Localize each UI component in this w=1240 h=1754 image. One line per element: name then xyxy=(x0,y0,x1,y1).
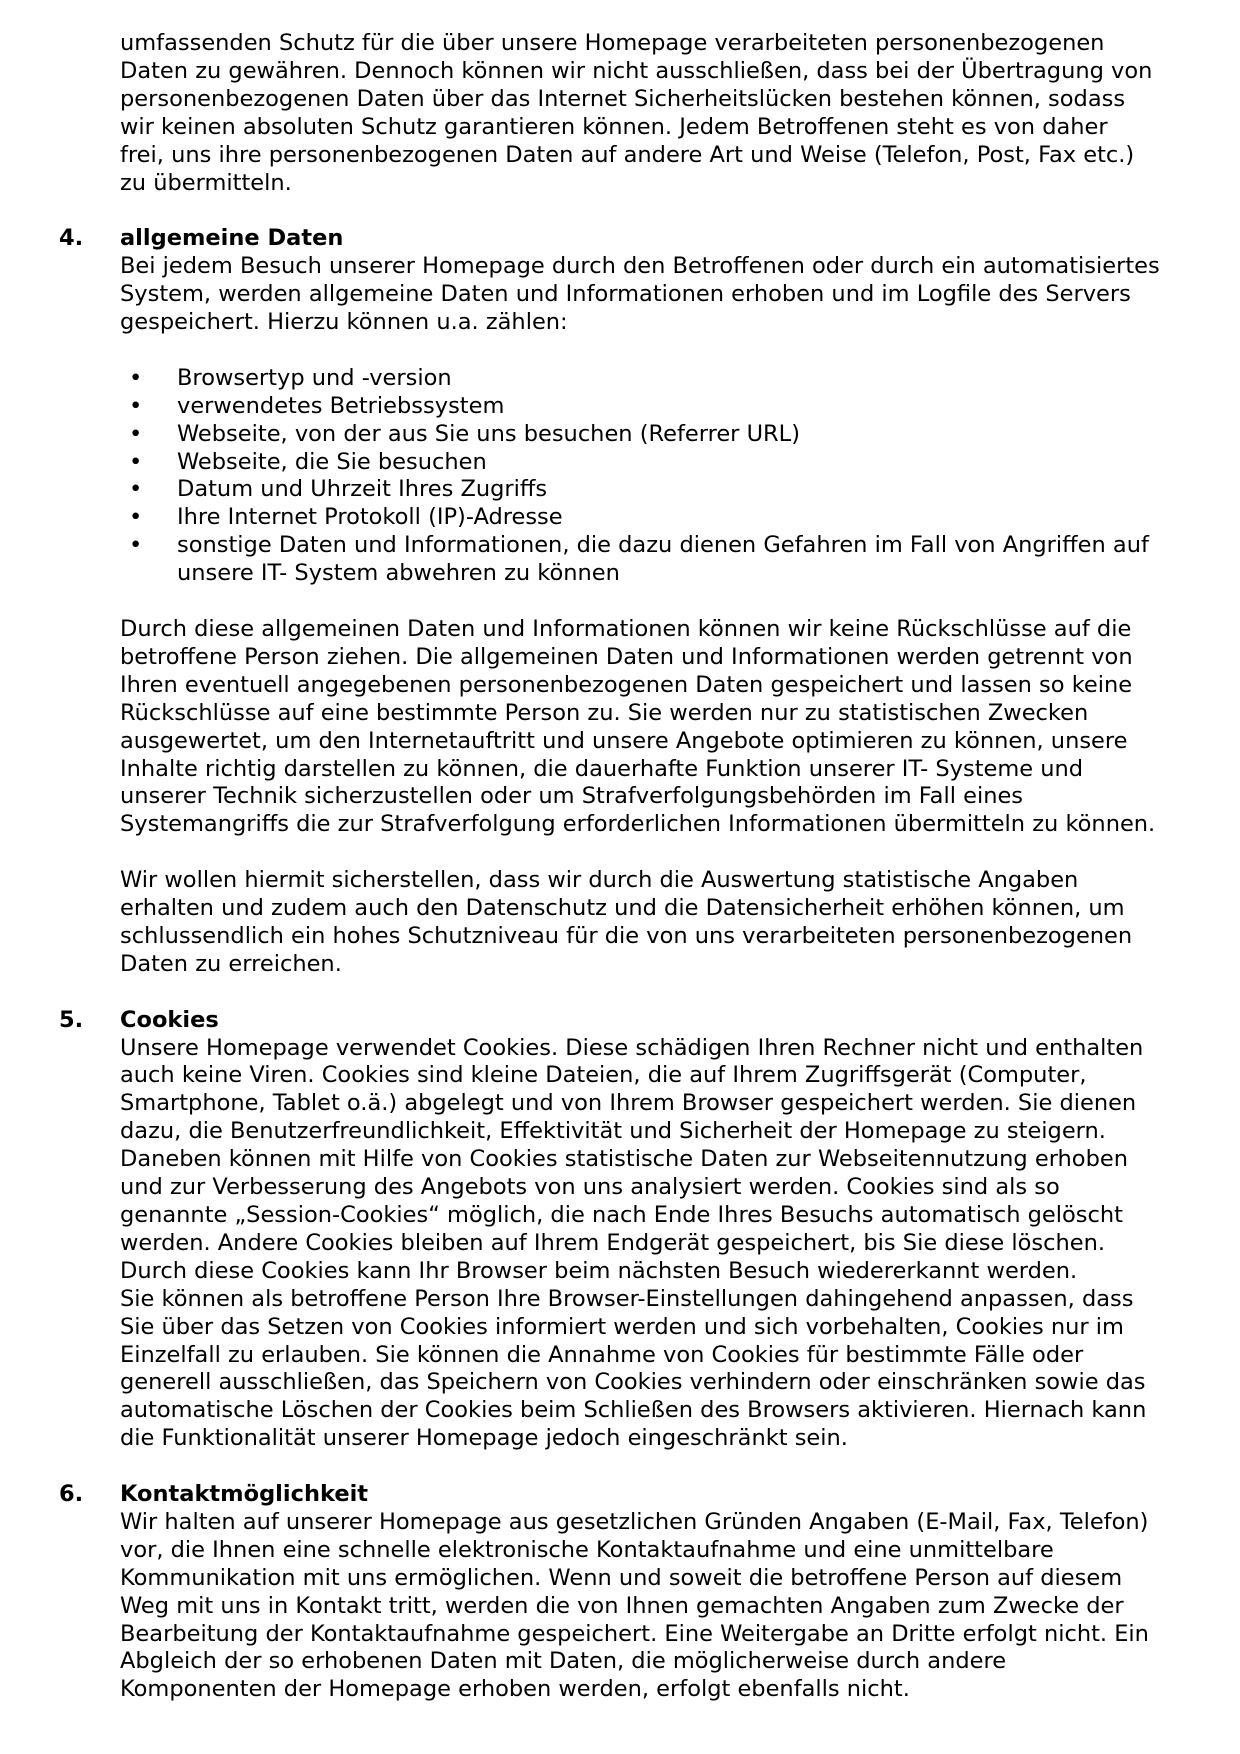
list-item xyxy=(120,504,1200,532)
text-line: Systemangriffs die zur Strafverfolgung erforderlichen Informationen übermitteln zu können. xyxy=(120,811,1156,838)
list-item xyxy=(120,365,1200,393)
text-line: generell ausschließen, das Speichern von Cookies verhindern oder einschränken sowie das xyxy=(120,1369,1146,1396)
list-item-text: unsere IT- System abwehren zu können xyxy=(177,560,620,587)
bullet-icon: • xyxy=(129,364,143,391)
section-paragraph xyxy=(120,1035,1200,1454)
text-line: wir keinen absoluten Schutz garantieren können. Jedem Betroffenen steht es von daher xyxy=(120,113,1108,140)
section-kontaktmoeglichkeit xyxy=(59,1481,1200,1704)
text-line: Weg mit uns in Kontakt tritt, werden die von Ihnen gemachten Angaben zum Zwecke der xyxy=(120,1592,1124,1619)
list-item-text: Ihre Internet Protokoll (IP)-Adresse xyxy=(177,504,563,531)
document-content xyxy=(59,30,1200,1704)
text-line: genannte „Session-Cookies“ möglich, die nach Ende Ihres Besuchs automatisch gelöscht xyxy=(120,1201,1123,1228)
list-item-text: Webseite, die Sie besuchen xyxy=(177,448,487,475)
text-line: Bearbeitung der Kontaktaufnahme gespeichert. Eine Weitergabe an Dritte erfolgt nicht. Ein xyxy=(120,1620,1149,1647)
text-line: Inhalte richtig darstellen zu können, die dauerhafte Funktion unserer IT- Systeme und xyxy=(120,755,1084,782)
section-allgemeine-daten xyxy=(59,225,1200,978)
text-line: frei, uns ihre personenbezogenen Daten auf andere Art und Weise (Telefon, Post, Fax etc.) xyxy=(120,141,1135,168)
bullet-list xyxy=(120,365,1200,588)
spacer xyxy=(120,588,1200,616)
list-item-text: Datum und Uhrzeit Ihres Zugriffs xyxy=(177,476,548,503)
text-line: Rückschlüsse auf eine bestimmte Person zu. Sie werden nur zu statistischen Zwecken xyxy=(120,699,1089,726)
text-line: auch keine Viren. Cookies sind kleine Dateien, die auf Ihrem Zugriffsgerät (Computer, xyxy=(120,1062,1087,1089)
text-line: betroffene Person ziehen. Die allgemeinen Daten und Informationen werden getrennt von xyxy=(120,643,1133,670)
text-line: Abgleich der so erhobenen Daten mit Daten, die möglicherweise durch andere xyxy=(120,1648,1007,1675)
list-item xyxy=(120,476,1200,504)
text-line: dazu, die Benutzerfreundlichkeit, Effektivität und Sicherheit der Homepage zu steigern. xyxy=(120,1118,1106,1145)
list-item-text: verwendetes Betriebssystem xyxy=(177,392,505,419)
text-line: unserer Technik sicherzustellen oder um Strafverfolgungsbehörden im Fall eines xyxy=(120,783,1024,810)
text-line: Daten zu erreichen. xyxy=(120,950,342,977)
list-item xyxy=(120,393,1200,421)
text-line: Daten zu gewähren. Dennoch können wir nicht ausschließen, dass bei der Übertragung von xyxy=(120,57,1153,84)
section-number: 6. xyxy=(59,1481,84,1508)
list-item-text: Webseite, von der aus Sie uns besuchen (Referrer URL) xyxy=(177,420,800,447)
section-number: 4. xyxy=(59,225,84,252)
bullet-icon: • xyxy=(129,532,143,559)
text-line: ausgewertet, um den Internetauftritt und unsere Angebote optimieren zu können, unsere xyxy=(120,727,1128,754)
text-line: personenbezogenen Daten über das Internet Sicherheitslücken bestehen können, sodass xyxy=(120,85,1126,112)
bullet-icon: • xyxy=(129,504,143,531)
bullet-icon: • xyxy=(129,420,143,447)
text-line: Wir halten auf unserer Homepage aus gesetzlichen Gründen Angaben (E-Mail, Fax, Telefon) xyxy=(120,1508,1149,1535)
section-title: Kontaktmöglichkeit xyxy=(120,1481,369,1508)
text-line: Sie über das Setzen von Cookies informiert werden und sich vorbehalten, Cookies nur im xyxy=(120,1313,1124,1340)
spacer xyxy=(120,337,1200,365)
text-line: Unsere Homepage verwendet Cookies. Diese schädigen Ihren Rechner nicht und enthalten xyxy=(120,1034,1144,1061)
list-item-text: sonstige Daten und Informationen, die dazu dienen Gefahren im Fall von Angriffen auf xyxy=(177,532,1149,559)
bullet-icon: • xyxy=(129,448,143,475)
section-paragraph xyxy=(120,616,1200,839)
text-line: die Funktionalität unserer Homepage jedoch eingeschränkt sein. xyxy=(120,1425,848,1452)
section-cookies xyxy=(59,1006,1200,1454)
text-line: Sie können als betroffene Person Ihre Browser-Einstellungen dahingehend anpassen, dass xyxy=(120,1285,1134,1312)
text-line: Smartphone, Tablet o.ä.) abgelegt und von Ihrem Browser gespeichert werden. Sie dienen xyxy=(120,1090,1137,1117)
text-line: System, werden allgemeine Daten und Informationen erhoben und im Logfile des Servers xyxy=(120,281,1131,308)
text-line: umfassenden Schutz für die über unsere Homepage verarbeiteten personenbezogenen xyxy=(120,30,1105,56)
text-line: Kommunikation mit uns ermöglichen. Wenn und soweit die betroffene Person auf diesem xyxy=(120,1564,1123,1591)
bullet-icon: • xyxy=(129,476,143,503)
section-paragraph xyxy=(120,1509,1200,1704)
list-item-text: Browsertyp und -version xyxy=(177,364,452,391)
section-paragraph xyxy=(120,867,1200,979)
section-title: allgemeine Daten xyxy=(120,225,344,252)
text-line: gespeichert. Hierzu können u.a. zählen: xyxy=(120,309,568,336)
text-line: Durch diese allgemeinen Daten und Informationen können wir keine Rückschlüsse auf die xyxy=(120,615,1132,642)
text-line: Ihren eventuell angegebenen personenbezogenen Daten gespeichert und lassen so keine xyxy=(120,671,1133,698)
text-line: und zur Verbesserung des Angebots von uns analysiert werden. Cookies sind als so xyxy=(120,1174,1060,1201)
section-number: 5. xyxy=(59,1006,84,1033)
text-line: schlussendlich ein hohes Schutzniveau für die von uns verarbeiteten personenbezogenen xyxy=(120,922,1133,949)
text-line: erhalten und zudem auch den Datenschutz und die Datensicherheit erhöhen können, um xyxy=(120,895,1125,922)
text-line: Wir wollen hiermit sicherstellen, dass wir durch die Auswertung statistische Angaben xyxy=(120,867,1079,894)
text-line: Bei jedem Besuch unserer Homepage durch den Betroffenen oder durch ein automatisiertes xyxy=(120,253,1160,280)
spacer xyxy=(120,839,1200,867)
list-item xyxy=(120,449,1200,477)
text-line: Einzelfall zu erlauben. Sie können die Annahme von Cookies für bestimmte Fälle oder xyxy=(120,1341,1084,1368)
list-item xyxy=(120,421,1200,449)
bullet-icon: • xyxy=(129,392,143,419)
text-line: werden. Andere Cookies bleiben auf Ihrem Endgerät gespeichert, bis Sie diese löschen. xyxy=(120,1229,1106,1256)
text-line: Daneben können mit Hilfe von Cookies statistische Daten zur Webseitennutzung erhoben xyxy=(120,1146,1128,1173)
intro-paragraph xyxy=(120,30,1200,197)
text-line: Komponenten der Homepage erhoben werden, erfolgt ebenfalls nicht. xyxy=(120,1676,910,1703)
list-item xyxy=(120,532,1200,588)
text-line: vor, die Ihnen eine schnelle elektronische Kontaktaufnahme und eine unmittelbare xyxy=(120,1536,1054,1563)
text-line: automatische Löschen der Cookies beim Schließen des Browsers aktivieren. Hiernach kann xyxy=(120,1397,1147,1424)
section-paragraph xyxy=(120,253,1200,337)
text-line: zu übermitteln. xyxy=(120,169,292,196)
text-line: Durch diese Cookies kann Ihr Browser beim nächsten Besuch wiedererkannt werden. xyxy=(120,1257,1078,1284)
section-title: Cookies xyxy=(120,1006,219,1033)
